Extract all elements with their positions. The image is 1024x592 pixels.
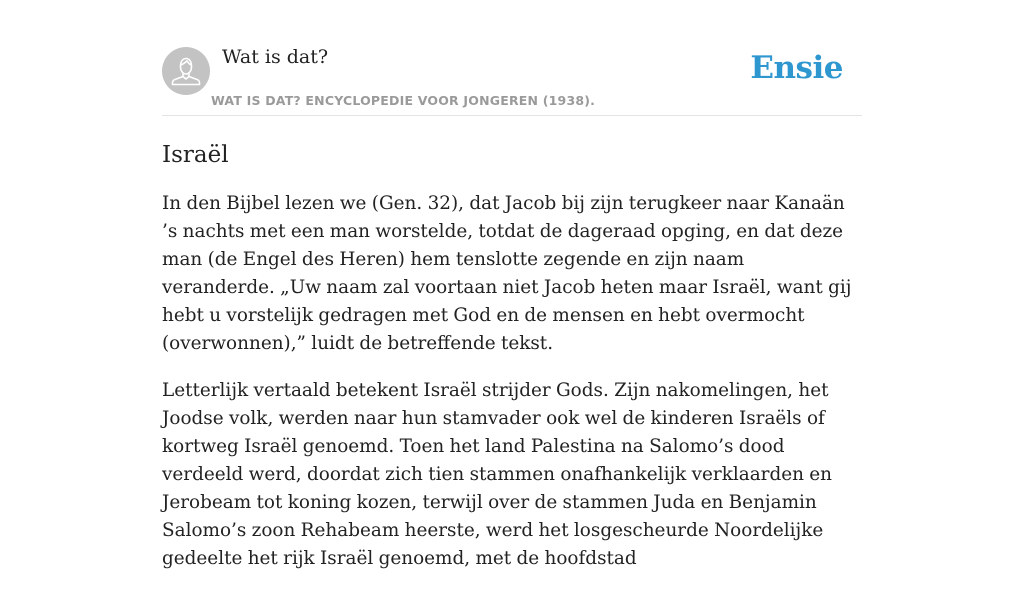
user-icon [162, 47, 210, 95]
article-paragraph: In den Bijbel lezen we (Gen. 32), dat Jacob bij zijn terugkeer naar Kanaän ’s nachts met een man worstelde, totdat de dageraad opging, en dat deze man (de Engel des Heren) hem tenslotte zegende en zijn naam veranderde. „Uw naam zal voortaan niet Jacob heten maar Israël, want gij hebt u vorstelijk gedragen met God en de mensen en hebt overmocht (overwonnen),” luidt de betreffende tekst. [162, 193, 852, 354]
brand-logo[interactable]: Ensie [750, 50, 843, 86]
article-title: Israël [162, 142, 229, 168]
article-paragraph: Letterlijk vertaald betekent Israël strijder Gods. Zijn nakomelingen, het Joodse volk, werden naar hun stamvader ook wel de kinderen Israëls of kortweg Israël genoemd. Toen het land Palestina na Salomo’s dood verdeeld werd, doordat zich tien stammen onafhankelijk verklaarden en Jerobeam tot koning kozen, terwijl over de stammen Juda en Benjamin Salomo’s zoon Rehabeam heerste, werd het losgescheurde Noordelijke gedeelte het rijk Israël genoemd, met de hoofdstad [162, 380, 833, 569]
source-header [162, 0, 862, 116]
source-subtitle: WAT IS DAT? ENCYCLOPEDIE VOOR JONGEREN (1938). [211, 93, 596, 108]
avatar[interactable] [162, 47, 210, 95]
source-title[interactable]: Wat is dat? [222, 46, 329, 68]
article [162, 140, 862, 592]
